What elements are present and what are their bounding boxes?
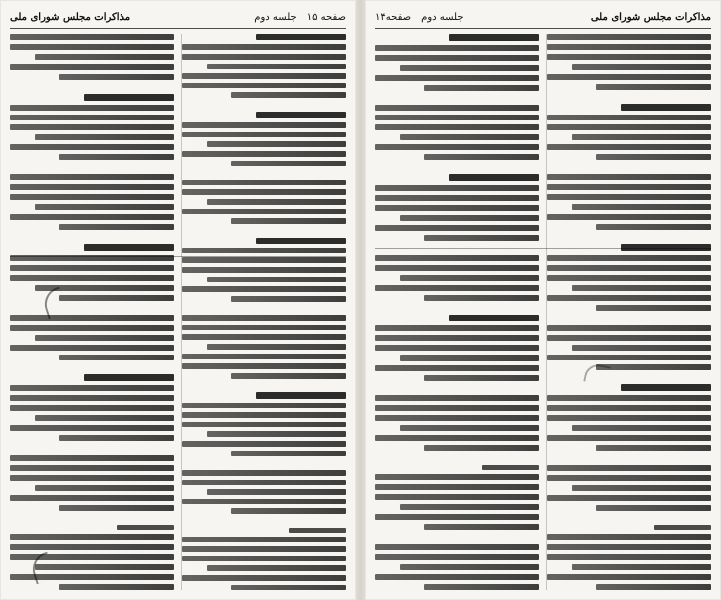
left-header-rule (10, 28, 346, 29)
text-line (375, 435, 539, 441)
left-session-label: جلسه دوم (254, 11, 297, 23)
text-line (256, 238, 346, 244)
text-line (84, 94, 174, 101)
text-line (596, 84, 711, 90)
left-running-meta (254, 12, 346, 23)
text-line (256, 392, 346, 398)
text-line (182, 412, 346, 418)
text-line (182, 189, 346, 195)
text-line (375, 195, 539, 201)
text-line (231, 373, 346, 379)
text-line (231, 296, 346, 302)
text-line (375, 105, 539, 111)
text-line (572, 204, 711, 210)
right-running-meta (375, 12, 464, 23)
text-line (35, 204, 174, 210)
text-line (547, 295, 711, 301)
text-line (10, 105, 174, 111)
paragraph-gap (375, 455, 539, 461)
text-line (424, 295, 539, 301)
text-line (375, 185, 539, 191)
text-line (375, 574, 539, 580)
text-line (10, 385, 174, 391)
text-line (596, 584, 711, 590)
paragraph-gap (182, 460, 346, 466)
text-line (207, 344, 346, 350)
text-line (117, 525, 174, 530)
text-line (375, 144, 539, 150)
text-line (182, 499, 346, 505)
text-line (182, 257, 346, 263)
text-line (547, 534, 711, 540)
text-line (231, 585, 346, 591)
right-col-right-lines (547, 34, 711, 590)
text-line (10, 214, 174, 220)
text-line (207, 431, 346, 437)
text-line (547, 415, 711, 421)
text-line (182, 286, 346, 292)
right-running-head (375, 8, 711, 26)
paragraph-gap (547, 515, 711, 521)
paragraph-gap (10, 164, 174, 170)
text-line (182, 537, 346, 543)
right-col-left (375, 34, 539, 590)
text-line (10, 395, 174, 401)
text-line (621, 104, 711, 111)
text-line (182, 315, 346, 321)
text-line (375, 225, 539, 231)
text-line (547, 174, 711, 180)
text-line (424, 584, 539, 590)
text-line (10, 315, 174, 321)
text-line (621, 384, 711, 391)
paragraph-gap (547, 315, 711, 321)
text-line (547, 115, 711, 121)
text-line (35, 54, 174, 60)
text-line (59, 584, 174, 590)
text-line (182, 180, 346, 186)
text-line (547, 574, 711, 580)
text-line (400, 425, 539, 431)
text-line (182, 122, 346, 128)
text-line (182, 248, 346, 254)
text-line (547, 275, 711, 281)
text-line (375, 75, 539, 81)
text-line (182, 209, 346, 215)
text-line (10, 325, 174, 331)
text-line (375, 124, 539, 130)
text-line (375, 514, 539, 520)
text-line (182, 44, 346, 50)
left-col-right (182, 34, 346, 590)
text-line (35, 564, 174, 570)
paragraph-gap (182, 170, 346, 176)
text-line (289, 528, 346, 533)
text-line (182, 556, 346, 562)
text-line (10, 115, 174, 121)
left-col-left-lines (10, 34, 174, 590)
text-line (182, 480, 346, 486)
text-line (547, 144, 711, 150)
text-line (207, 141, 346, 147)
text-line (547, 325, 711, 331)
text-line (256, 34, 346, 40)
text-line (449, 315, 539, 322)
text-line (231, 161, 346, 167)
text-line (547, 435, 711, 441)
text-line (482, 465, 539, 470)
text-line (182, 267, 346, 273)
text-line (10, 405, 174, 411)
text-line (424, 85, 539, 91)
text-line (35, 134, 174, 140)
text-line (547, 395, 711, 401)
left-section-rule (10, 256, 346, 257)
text-line (375, 554, 539, 560)
text-line (375, 265, 539, 271)
text-line (547, 255, 711, 261)
text-line (231, 451, 346, 457)
text-line (596, 154, 711, 160)
text-line (547, 265, 711, 271)
text-line (375, 345, 539, 351)
text-line (10, 544, 174, 550)
text-line (10, 455, 174, 461)
text-line (182, 470, 346, 476)
text-line (547, 554, 711, 560)
text-line (10, 44, 174, 50)
text-line (596, 224, 711, 230)
text-line (572, 285, 711, 291)
text-line (231, 218, 346, 224)
text-line (10, 345, 174, 351)
text-line (654, 525, 711, 530)
text-line (547, 355, 711, 361)
text-line (547, 544, 711, 550)
text-line (207, 277, 346, 283)
text-line (400, 134, 539, 140)
text-line (547, 214, 711, 220)
text-line (547, 335, 711, 341)
text-line (182, 441, 346, 447)
text-line (596, 445, 711, 451)
paragraph-gap (10, 234, 174, 240)
text-line (35, 485, 174, 491)
right-running-title: مذاکرات مجلس شورای ملی (590, 11, 711, 23)
left-page-label: صفحه ۱۵ (306, 11, 346, 23)
text-line (182, 403, 346, 409)
text-line (547, 34, 711, 40)
paragraph-gap (182, 518, 346, 524)
text-line (400, 504, 539, 510)
text-line (375, 405, 539, 411)
text-line (182, 363, 346, 369)
text-line (375, 484, 539, 490)
text-line (375, 415, 539, 421)
text-line (256, 112, 346, 118)
text-line (182, 325, 346, 331)
text-line (375, 205, 539, 211)
left-col-left (10, 34, 174, 590)
text-line (10, 174, 174, 180)
right-column-separator (546, 34, 547, 590)
text-line (182, 54, 346, 60)
text-line (375, 55, 539, 61)
paragraph-gap (547, 374, 711, 380)
paragraph-gap (10, 305, 174, 311)
text-line (182, 354, 346, 360)
left-running-head (10, 8, 346, 26)
text-line (547, 475, 711, 481)
right-page-label: صفحه۱۴ (375, 11, 412, 23)
text-line (10, 64, 174, 70)
text-line (182, 422, 346, 428)
paragraph-gap (375, 95, 539, 101)
right-section-rule (375, 248, 711, 249)
text-line (375, 255, 539, 261)
text-line (10, 465, 174, 471)
text-line (375, 494, 539, 500)
paragraph-gap (547, 94, 711, 100)
text-line (375, 285, 539, 291)
left-page-body (10, 34, 346, 590)
paragraph-gap (547, 164, 711, 170)
paragraph-gap (10, 364, 174, 370)
text-line (59, 295, 174, 301)
text-line (572, 345, 711, 351)
text-line (424, 375, 539, 381)
right-page (365, 0, 721, 600)
right-header-rule (375, 28, 711, 29)
text-line (10, 124, 174, 130)
paragraph-gap (375, 164, 539, 170)
text-line (231, 92, 346, 98)
text-line (400, 275, 539, 281)
paragraph-gap (375, 385, 539, 391)
text-line (10, 475, 174, 481)
right-col-left-lines (375, 34, 539, 590)
text-line (59, 74, 174, 80)
text-line (400, 564, 539, 570)
text-line (59, 435, 174, 441)
text-line (207, 489, 346, 495)
left-page (0, 0, 356, 600)
text-line (547, 194, 711, 200)
paragraph-gap (182, 102, 346, 108)
text-line (400, 65, 539, 71)
text-line (400, 355, 539, 361)
text-line (400, 215, 539, 221)
text-line (547, 184, 711, 190)
text-line (375, 115, 539, 121)
text-line (424, 235, 539, 241)
text-line (375, 325, 539, 331)
paragraph-gap (547, 455, 711, 461)
text-line (572, 64, 711, 70)
text-line (449, 174, 539, 181)
paragraph-gap (375, 305, 539, 311)
text-line (182, 334, 346, 340)
text-line (375, 365, 539, 371)
text-line (35, 335, 174, 341)
paragraph-gap (182, 228, 346, 234)
text-line (572, 134, 711, 140)
text-line (84, 374, 174, 381)
paragraph-gap (10, 84, 174, 90)
text-line (59, 224, 174, 230)
text-line (572, 485, 711, 491)
paragraph-gap (10, 445, 174, 451)
paragraph-gap (182, 306, 346, 312)
text-line (547, 124, 711, 130)
text-line (10, 144, 174, 150)
text-line (182, 83, 346, 89)
right-col-right (547, 34, 711, 590)
text-line (10, 534, 174, 540)
book-gutter (356, 0, 365, 600)
text-line (207, 199, 346, 205)
text-line (84, 244, 174, 251)
text-line (375, 395, 539, 401)
text-line (424, 524, 539, 530)
text-line (572, 564, 711, 570)
text-line (375, 45, 539, 51)
text-line (375, 335, 539, 341)
text-line (572, 425, 711, 431)
text-line (596, 505, 711, 511)
paragraph-gap (375, 534, 539, 540)
right-session-label: جلسه دوم (421, 11, 464, 23)
right-page-body (375, 34, 711, 590)
text-line (10, 184, 174, 190)
text-line (231, 508, 346, 514)
text-line (596, 364, 711, 370)
text-line (375, 474, 539, 480)
text-line (182, 73, 346, 79)
left-column-separator (181, 34, 182, 590)
paragraph-gap (182, 383, 346, 389)
text-line (10, 194, 174, 200)
paragraph-gap (10, 515, 174, 521)
text-line (35, 415, 174, 421)
text-line (59, 154, 174, 160)
text-line (424, 154, 539, 160)
left-col-right-lines (182, 34, 346, 590)
text-line (182, 546, 346, 552)
text-line (375, 544, 539, 550)
text-line (10, 265, 174, 271)
text-line (59, 355, 174, 361)
text-line (207, 64, 346, 70)
text-line (547, 54, 711, 60)
text-line (547, 74, 711, 80)
text-line (182, 132, 346, 138)
text-line (547, 495, 711, 501)
text-line (10, 34, 174, 40)
text-line (10, 495, 174, 501)
text-line (596, 305, 711, 311)
text-line (424, 445, 539, 451)
paragraph-gap (547, 234, 711, 240)
text-line (207, 565, 346, 571)
text-line (10, 275, 174, 281)
text-line (547, 44, 711, 50)
text-line (547, 405, 711, 411)
text-line (10, 425, 174, 431)
left-running-title: مذاکرات مجلس شورای ملی (10, 11, 131, 23)
text-line (449, 34, 539, 41)
text-line (182, 575, 346, 581)
text-line (59, 505, 174, 511)
text-line (547, 465, 711, 471)
text-line (182, 151, 346, 157)
